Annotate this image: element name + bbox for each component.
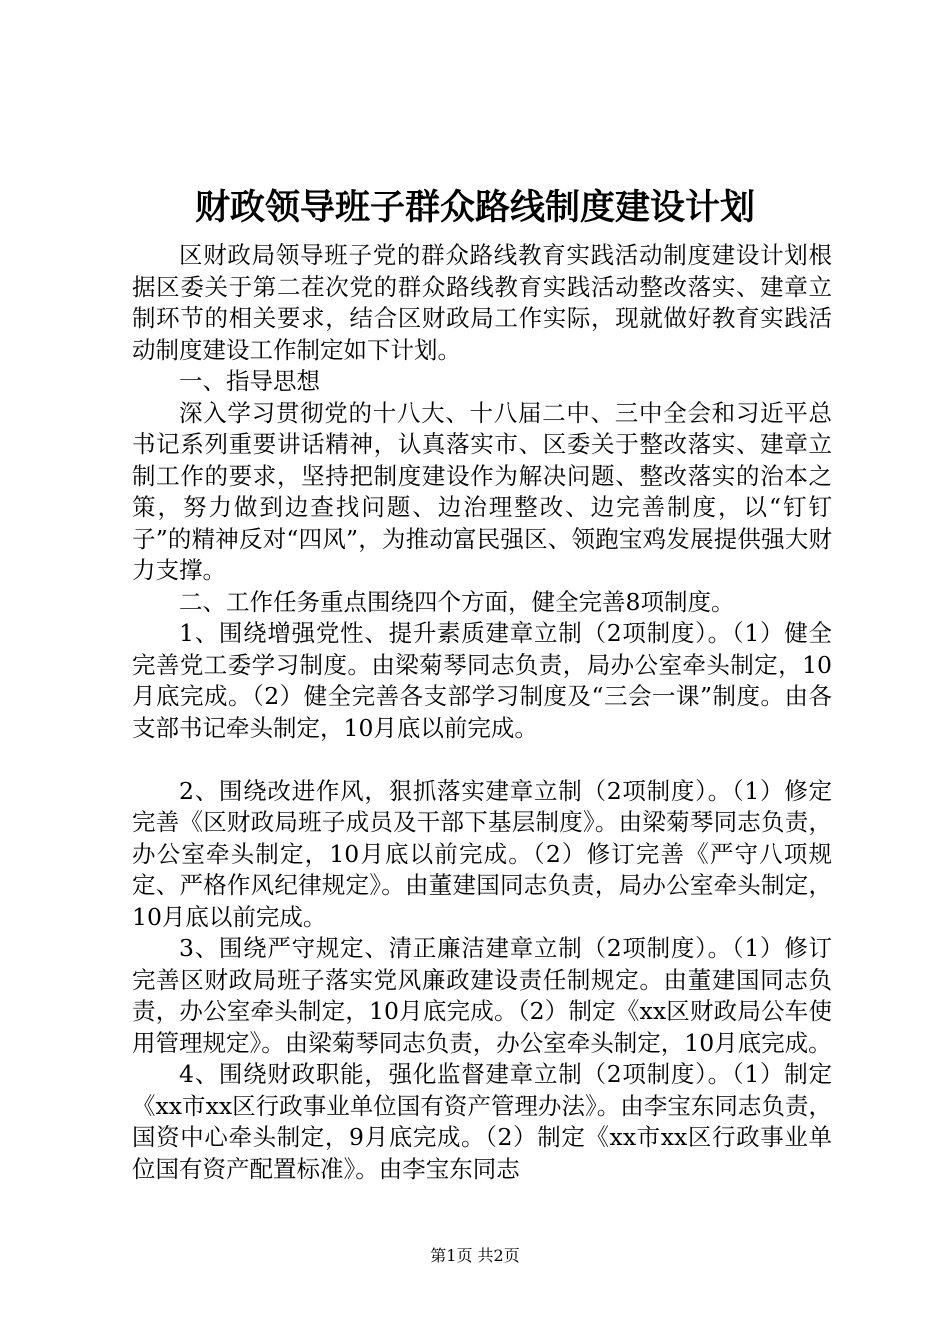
section-heading-work-tasks: 二、工作任务重点围绕四个方面，健全完善8项制度。: [179, 587, 735, 616]
page-number-footer: 第1页 共2页: [430, 1246, 520, 1265]
paragraph-task-1: 1、围绕增强党性、提升素质建章立制（2项制度）。（1）健全完善党工委学习制度。由梁菊琴同志负责，局办公室牵头制定，10月底完成。（2）健全完善各支部学习制度及“三会一课”制度。由各支部书记牵头制定，10月底以前完成。: [132, 619, 832, 742]
paragraph-task-4: 4、围绕财政职能，强化监督建章立制（2项制度）。（1）制定《xx市xx区行政事业单位国有资产管理办法》。由李宝东同志负责，国资中心牵头制定，9月底完成。（2）制定《xx市xx区行政事业单位国有资产配置标准》。由李宝东同志: [132, 1060, 832, 1183]
paragraph-task-3: 3、围绕严守规定、清正廉洁建章立制（2项制度）。（1）修订完善区财政局班子落实党风廉政建设责任制规定。由董建国同志负责，办公室牵头制定，10月底完成。（2）制定《xx区财政局公车使用管理规定》。由梁菊琴同志负责，办公室牵头制定，10月底完成。: [132, 934, 832, 1057]
paragraph-task-2: 2、围绕改进作风，狠抓落实建章立制（2项制度）。（1）修定完善《区财政局班子成员及干部下基层制度》。由梁菊琴同志负责，办公室牵头制定，10月底以前完成。（2）修订完善《严守八项规定、严格作风纪律规定》。由董建国同志负责，局办公室牵头制定，10月底以前完成。: [132, 776, 832, 931]
document-title: 财政领导班子群众路线制度建设计划: [194, 187, 755, 228]
section-heading-guiding-thought: 一、指导思想: [179, 367, 320, 395]
document-body: [132, 240, 832, 1185]
paragraph-intro: 区财政局领导班子党的群众路线教育实践活动制度建设计划根据区委关于第二茬次党的群众路线教育实践活动整改落实、建章立制环节的相关要求，结合区财政局工作实际，现就做好教育实践活动制度建设工作制定如下计划。: [132, 241, 832, 364]
paragraph-guiding-thought: 深入学习贯彻党的十八大、十八届二中、三中全会和习近平总书记系列重要讲话精神，认真落实市、区委关于整改落实、建章立制工作的要求，坚持把制度建设作为解决问题、整改落实的治本之策，努力做到边查找问题、边治理整改、边完善制度，以“钉钉子”的精神反对“四风”，为推动富民强区、领跑宝鸡发展提供强大财力支撑。: [132, 398, 832, 584]
